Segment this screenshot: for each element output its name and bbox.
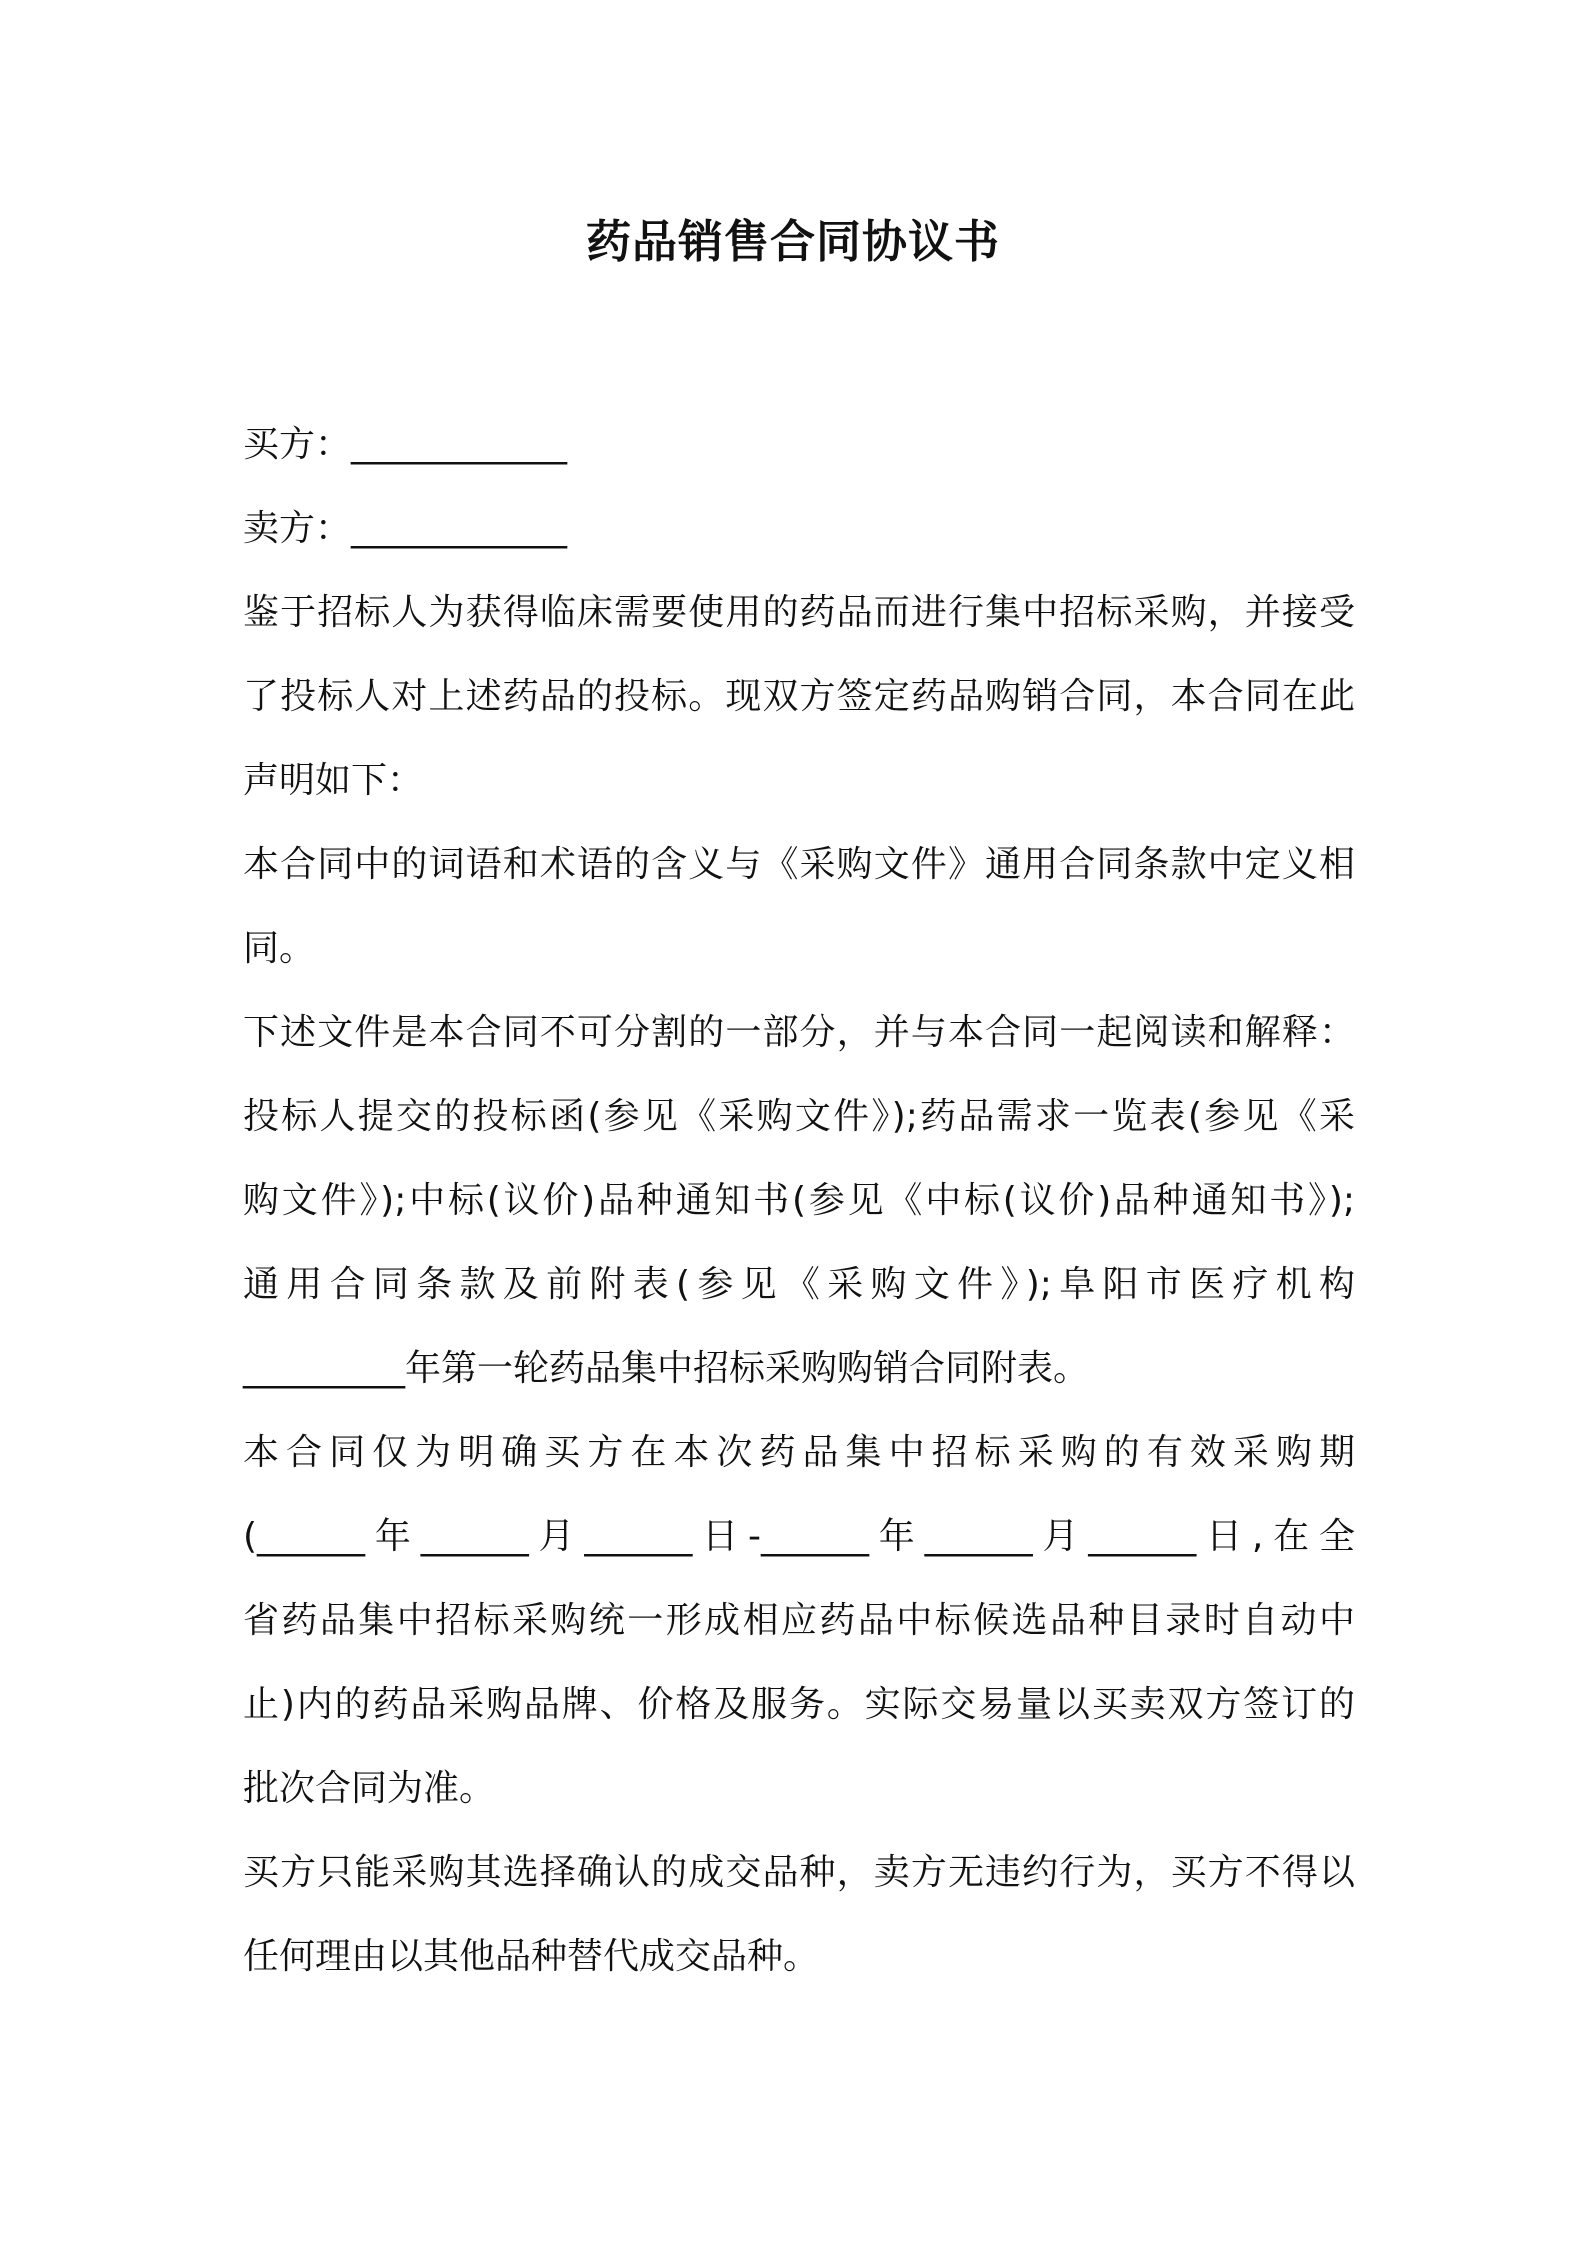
body-line: 买方只能采购其选择确认的成交品种，卖方无违约行为，买方不得以 xyxy=(243,1852,1355,1893)
body-line: 购文件》);中标(议价)品种通知书(参见《中标(议价)品种通知书》); xyxy=(243,1180,1355,1221)
document-body xyxy=(243,403,1355,1999)
body-line: 投标人提交的投标函(参见《采购文件》);药品需求一览表(参见《采 xyxy=(243,1096,1355,1137)
body-line: 声明如下： xyxy=(243,760,424,801)
body-line: 通用合同条款及前附表(参见《采购文件》);阜阳市医疗机构 xyxy=(243,1264,1355,1305)
body-line: 批次合同为准。 xyxy=(243,1768,496,1809)
body-line: 省药品集中招标采购统一形成相应药品中标候选品种目录时自动中 xyxy=(243,1600,1355,1641)
document-title: 药品销售合同协议书 xyxy=(585,215,1000,268)
body-line: 了投标人对上述药品的投标。现双方签定药品购销合同，本合同在此 xyxy=(243,676,1355,717)
body-line: 本合同中的词语和术语的含义与《采购文件》通用合同条款中定义相 xyxy=(243,844,1355,885)
body-line: 止)内的药品采购品牌、价格及服务。实际交易量以买卖双方签订的 xyxy=(243,1684,1355,1725)
body-line: 同。 xyxy=(243,928,316,969)
body-line: (______年______月______日-______年______月______日,在全 xyxy=(243,1516,1355,1557)
seller-line: 卖方：____________ xyxy=(243,508,568,549)
body-line: 本合同仅为明确买方在本次药品集中招标采购的有效采购期 xyxy=(243,1432,1355,1473)
body-line: _________年第一轮药品集中招标采购购销合同附表。 xyxy=(243,1348,1090,1389)
body-line: 下述文件是本合同不可分割的一部分，并与本合同一起阅读和解释： xyxy=(243,1012,1355,1053)
body-line: 任何理由以其他品种替代成交品种。 xyxy=(243,1936,820,1977)
body-line: 鉴于招标人为获得临床需要使用的药品而进行集中招标采购，并接受 xyxy=(243,592,1355,633)
buyer-line: 买方：____________ xyxy=(243,424,568,465)
